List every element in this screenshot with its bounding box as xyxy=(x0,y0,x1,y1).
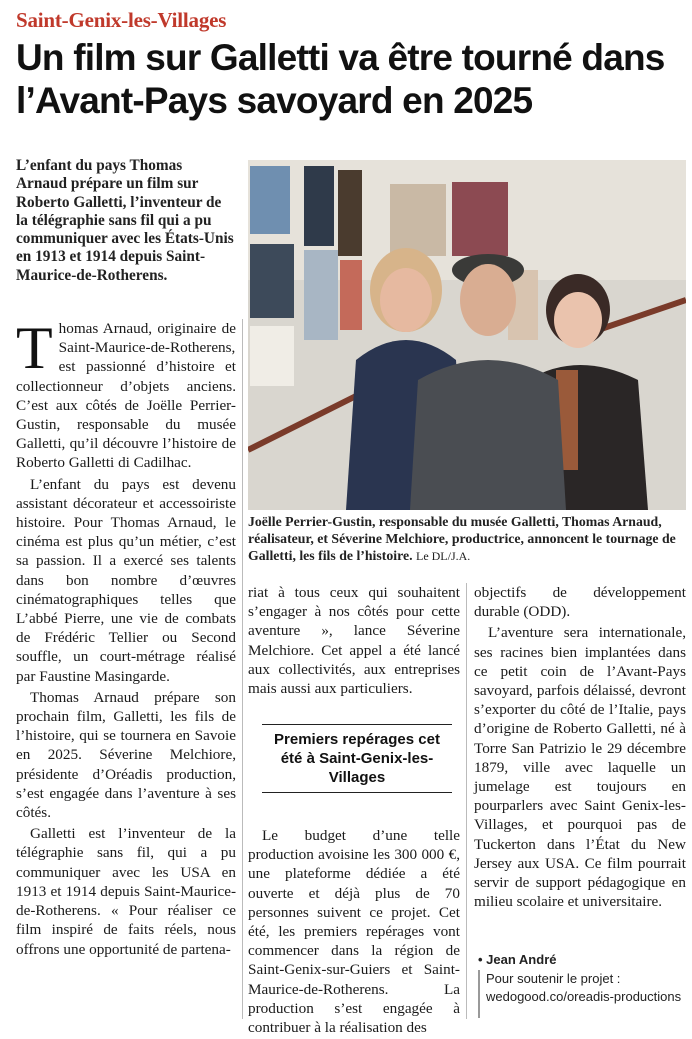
subheading: Premiers repérages cet été à Saint-Genix-les-Villages xyxy=(274,731,440,786)
paragraph: L’aventure sera internationale, ses racines bien implantées dans ce petit coin de l’Avant-Pays savoyard, parfois délaissé, devront s’exporter du côté de l’Italie, pays d’origine de Roberto Galletti, né à Torre San Patrizio le 29 décembre 1879, ville avec laquelle un jumelage est toujours en pourparlers avec Saint Genix-les-Villages, et pourquoi pas de Tuckerton dans l’État du New Jersey aux USA. Ce film pourrait servir de support pédagogique en milieu scolaire et universitaire. xyxy=(474,624,686,911)
paragraph: Le budget d’une telle production avoisine les 300 000 €, une plateforme dédiée a été ouverte et déjà plus de 70 personnes suivent ce projet. Cet été, les premiers repérages vont commencer dans la région de Saint-Genix-sur-Guiers et Saint-Maurice-de-Rotherens. La production s’est engagée à contribuer à la réalisation des xyxy=(248,827,460,1037)
column-1 xyxy=(16,319,236,1019)
column-divider xyxy=(466,583,467,1019)
support-box xyxy=(486,970,691,1006)
photo-credit: Le DL/J.A. xyxy=(415,549,471,563)
support-link[interactable]: wedogood.co/oreadis-productions xyxy=(486,989,682,1004)
support-bar xyxy=(478,970,480,1018)
author-signature: • Jean André xyxy=(478,952,557,967)
column-2-top xyxy=(248,583,460,700)
article-photo xyxy=(248,160,686,510)
support-label: Pour soutenir le projet : xyxy=(486,971,621,986)
photo-illustration xyxy=(248,160,686,510)
column-3 xyxy=(474,583,686,913)
headline: Un film sur Galletti va être tourné dans l’Avant-Pays savoyard en 2025 xyxy=(16,37,665,121)
column-2-bottom xyxy=(248,826,460,1039)
paragraph: Galletti est l’inventeur de la télégraphie sans fil, qui a pu communiquer avec les USA en 1913 et 1914 depuis Saint-Maurice-de-Rotherens. « Pour réaliser ce film inspiré de faits réels, nous offrons une opportunité de partena- xyxy=(16,825,236,958)
paragraph: L’enfant du pays est devenu assistant décorateur et accessoiriste histoire. Pour Thomas Arnaud, le cinéma est plus qu’un métier, c’est sa passion. Il a exercé ses talents dans bon nombre d’œuvres cinématographiques telles que L’abbé Pierre, une vie de combats de Frédéric Tellier ou Second souffle, un court-métrage réalisé par Faustine Masingarde. xyxy=(16,475,236,685)
paragraph: riat à tous ceux qui souhaitent s’engager à nos côtés pour cette aventure », lance Séverine Melchiore. Cet appel a été lancé aux collectivités, aux entreprises mais aussi aux particuliers. xyxy=(248,584,460,698)
paragraph: objectifs de développement durable (ODD). xyxy=(474,584,686,621)
caption-text: Joëlle Perrier-Gustin, responsable du musée Galletti, Thomas Arnaud, réalisateur, et Séverine Melchiore, productrice, annoncent le tournage de Galletti, les fils de l’histoire. xyxy=(248,514,676,563)
article-lede: L’enfant du pays Thomas Arnaud prépare un film sur Roberto Galletti, l’inventeur de la télégraphie sans fil qui a pu communiquer avec les États-Unis en 1913 et 1914 depuis Saint-Maurice-de-Rotherens. xyxy=(16,157,234,284)
section-kicker: Saint-Genix-les-Villages xyxy=(16,8,227,32)
paragraph: Thomas Arnaud prépare son prochain film, Galletti, les fils de l’histoire, qui se tournera en Savoie en 2025. Séverine Melchiore, présidente d’Oréadis production, s’est engagée dans l’aventure à ses côtés. xyxy=(16,688,236,822)
drop-cap: T xyxy=(16,319,53,381)
column-divider xyxy=(242,319,243,1019)
photo-caption xyxy=(248,513,688,565)
paragraph: homas Arnaud, originaire de Saint-Maurice-de-Rotherens, est passionné d’histoire et collectionneur d’objets anciens. C’est aux côtés de Joëlle Perrier-Gustin, responsable du musée Galletti, qu’il découvre l’histoire de Roberto Galletti di Cadilhac. xyxy=(16,320,236,472)
subhead-rule-top xyxy=(262,724,452,725)
subhead-rule-bottom xyxy=(262,792,452,793)
